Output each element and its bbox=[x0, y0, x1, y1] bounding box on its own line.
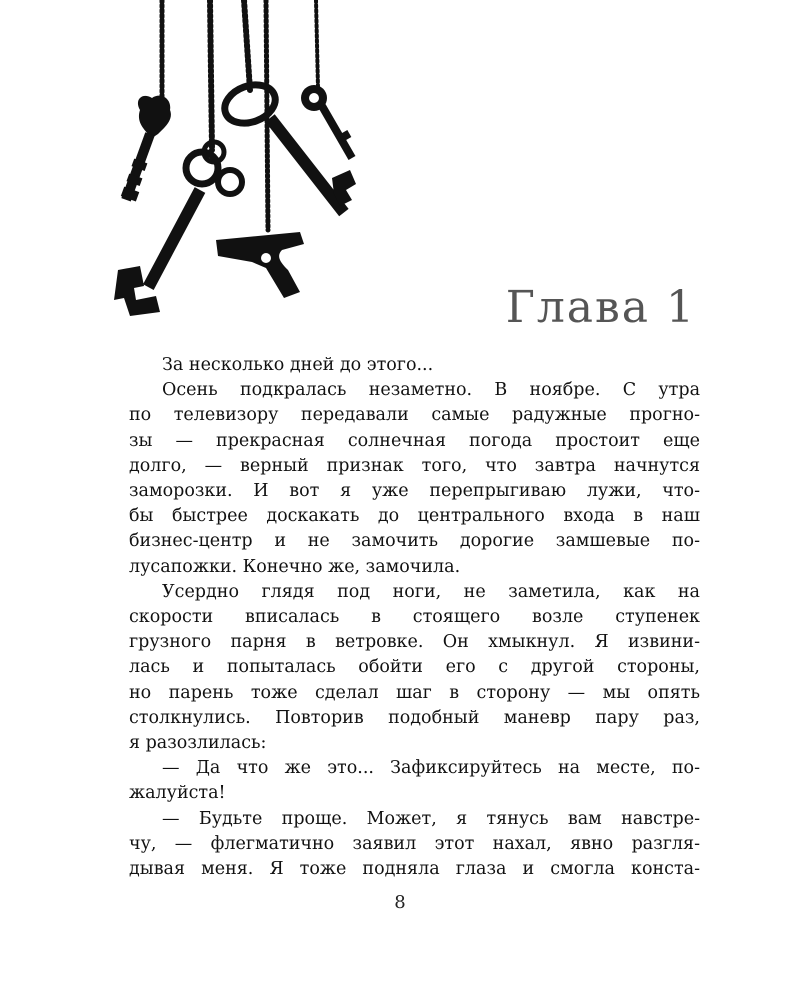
hanging-keys-illustration bbox=[100, 0, 400, 320]
text-line: лась и попыталась обойти его с другой стороны, bbox=[129, 657, 700, 678]
text-line: заморозки. И вот я уже перепрыгиваю лужи, что- bbox=[129, 481, 700, 502]
text-line: по телевизору передавали самые радужные прогно- bbox=[129, 405, 700, 426]
text-line: чу, — флегматично заявил этот нахал, явно разгля- bbox=[129, 833, 700, 854]
text-line: столкнулись. Повторив подобный маневр пару раз, bbox=[129, 707, 700, 728]
text-line: Осень подкралась незаметно. В ноябре. С утра bbox=[162, 380, 700, 401]
text-line: бизнес-центр и не замочить дорогие замшевые по- bbox=[129, 531, 700, 552]
chain-icon bbox=[316, 0, 318, 88]
text-line: бы быстрее доскакать до центрального входа в наш bbox=[129, 506, 700, 527]
text-line: зы — прекрасная солнечная погода простоит еще bbox=[129, 430, 700, 451]
text-line: долго, — верный признак того, что завтра начнутся bbox=[129, 455, 700, 476]
text-line: За несколько дней до этого... bbox=[162, 355, 434, 375]
pistol-icon bbox=[216, 232, 304, 298]
chapter-body bbox=[129, 353, 700, 882]
text-line: лусапожки. Конечно же, замочила. bbox=[129, 556, 461, 577]
small-key-icon bbox=[301, 85, 355, 160]
ring-key-icon bbox=[219, 78, 356, 216]
text-line: я разозлилась: bbox=[129, 733, 267, 754]
text-line: но парень тоже сделал шаг в сторону — мы опять bbox=[129, 682, 700, 703]
text-line: скорости вписалась в стоящего возле ступенек bbox=[129, 607, 700, 628]
chain-icon bbox=[244, 0, 250, 90]
chain-icon bbox=[210, 0, 212, 150]
text-line: — Будьте проще. Может, я тянусь вам навстре- bbox=[162, 808, 700, 829]
text-line: дывая меня. Я тоже подняла глаза и смогла конста- bbox=[129, 859, 700, 880]
page-number: 8 bbox=[394, 892, 406, 913]
text-line: жалуйста! bbox=[129, 783, 226, 804]
chapter-title: Глава 1 bbox=[505, 282, 696, 333]
text-line: — Да что же это... Зафиксируйтесь на месте, по- bbox=[162, 758, 700, 779]
text-line: грузного парня в ветровке. Он хмыкнул. Я извини- bbox=[129, 632, 700, 653]
text-line: Усердно глядя под ноги, не заметила, как на bbox=[162, 581, 700, 602]
skeleton-key-icon bbox=[121, 96, 171, 202]
